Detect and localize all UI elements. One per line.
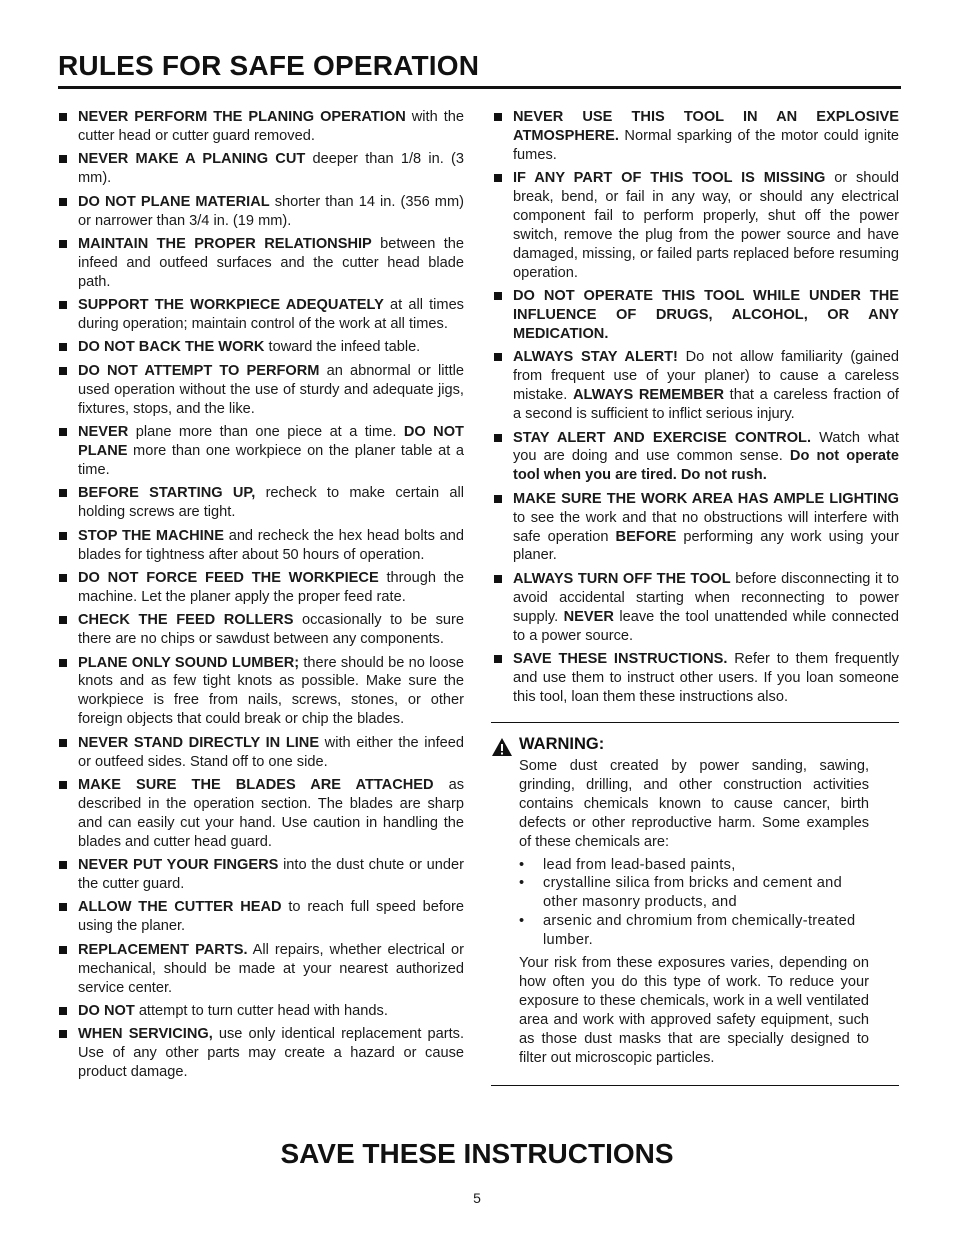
warning-box (491, 722, 899, 1086)
rule-text: before disconnecting it to avoid accidental starting when reconnecting to power supply. (513, 570, 900, 625)
rule-text: Refer to them frequently and use them to instruct other users. If you loan someone this tool, loan them these instructions also. (513, 650, 899, 705)
rule-text: shorter than 14 in. (356 mm) or narrower than 3/4 in. (19 mm). (78, 193, 464, 229)
rule-item (58, 527, 464, 565)
square-bullet-icon (494, 174, 502, 182)
rule-text: with the cutter head or cutter guard removed. (78, 109, 464, 144)
rule-item (58, 611, 464, 649)
square-bullet-icon (494, 292, 502, 300)
rule-emphasis: NEVER (78, 424, 129, 441)
bullet-dot-icon: • (519, 913, 525, 930)
square-bullet-icon (59, 861, 67, 869)
rule-item (58, 856, 464, 894)
square-bullet-icon (59, 946, 67, 954)
rule-emphasis: DO NOT (78, 1002, 135, 1019)
rule-text: occasionally to be sure there are no chips or sawdust between any components. (78, 612, 464, 648)
square-bullet-icon (59, 113, 67, 121)
rule-emphasis: DO NOT FORCE FEED THE WORKPIECE (78, 569, 379, 586)
rule-text: attempt to turn cutter head with hands. (134, 1002, 388, 1019)
rule-emphasis: MAKE SURE THE WORK AREA HAS AMPLE LIGHTING (513, 490, 899, 507)
rule-emphasis: IF ANY PART OF THIS TOOL IS MISSING (513, 170, 826, 187)
warning-outro: Your risk from these exposures varies, depending on how often you do this type of work. To reduce your exposure to these chemicals, work in a well ventilated area and work with approved safety equipment, such as those dust masks that are specially designed to filter out microscopic particles. (519, 955, 869, 1066)
rule-item (493, 287, 899, 344)
square-bullet-icon (59, 240, 67, 248)
rule-item (58, 569, 464, 607)
square-bullet-icon (59, 532, 67, 540)
warning-chemicals-list (519, 856, 869, 951)
rule-item (58, 941, 464, 998)
rule-emphasis: Do not operate tool when you are tired. Do not rush. (513, 448, 899, 484)
rule-text: to reach full speed before using the planer. (78, 899, 464, 935)
square-bullet-icon (494, 495, 502, 503)
rule-item (58, 1002, 464, 1021)
rule-item (493, 108, 899, 165)
square-bullet-icon (59, 903, 67, 911)
rule-text: plane more than one piece at a time. (128, 424, 404, 441)
rule-emphasis: REPLACEMENT PARTS. (78, 941, 248, 958)
rule-emphasis: MAINTAIN THE PROPER RELATIONSHIP (78, 235, 372, 252)
rule-text: leave the tool unattended while connected to a power source. (513, 608, 899, 644)
rule-emphasis: STOP THE MACHINE (78, 527, 224, 544)
square-bullet-icon (59, 343, 67, 351)
rule-emphasis: ALWAYS TURN OFF THE TOOL (513, 570, 731, 587)
rule-item (493, 429, 899, 486)
rule-text: or should break, bend, or fail in any way, or should any electrical component fail to perform properly, shut off the power switch, remove the plug from the power source and have damaged, missing, or failed parts replaced before resuming operation. (513, 170, 899, 281)
rule-item (58, 193, 464, 231)
rule-text: recheck to make certain all holding screws are tight. (78, 485, 464, 521)
square-bullet-icon (494, 575, 502, 583)
rule-item (58, 338, 464, 357)
warning-body (519, 757, 869, 1068)
rule-item (493, 490, 899, 566)
square-bullet-icon (59, 781, 67, 789)
square-bullet-icon (494, 655, 502, 663)
rule-emphasis: BEFORE (615, 528, 677, 545)
rule-text: into the dust chute or under the cutter guard. (78, 857, 464, 893)
rule-text: through the machine. Let the planer apply the proper feed rate. (78, 569, 464, 605)
rule-item (58, 776, 464, 852)
rule-text: there should be no loose knots and as few tight knots as possible. Make sure the workpiece is free from nails, screws, stones, or other foreign objects that could break or chip the blades. (78, 654, 464, 728)
rule-emphasis: NEVER USE THIS TOOL IN AN EXPLOSIVE ATMOSPHERE. (513, 109, 899, 144)
rule-text: toward the infeed table. (264, 339, 421, 356)
square-bullet-icon (59, 367, 67, 375)
warning-title: WARNING: (519, 735, 605, 753)
rule-item (58, 235, 464, 292)
rule-emphasis: CHECK THE FEED ROLLERS (78, 612, 294, 629)
page-number: 5 (473, 1190, 481, 1206)
square-bullet-icon (494, 113, 502, 121)
warning-list-item (519, 874, 869, 912)
warning-list-item (519, 912, 869, 950)
rule-item (58, 898, 464, 936)
square-bullet-icon (59, 301, 67, 309)
rule-item (58, 150, 464, 188)
rule-emphasis: SUPPORT THE WORKPIECE ADEQUATELY (78, 297, 384, 314)
square-bullet-icon (59, 574, 67, 582)
square-bullet-icon (59, 1007, 67, 1015)
rule-item (58, 484, 464, 522)
rule-emphasis: ALWAYS STAY ALERT! (513, 349, 678, 366)
rule-item (58, 734, 464, 772)
rule-text: that a careless fraction of a second is sufficient to inflict serious injury. (513, 387, 899, 423)
warning-list-item (519, 856, 869, 875)
rule-text: more than one workpiece on the planer table at a time. (78, 443, 464, 478)
rule-item (58, 654, 464, 730)
rule-item (58, 296, 464, 334)
rule-emphasis: NEVER PUT YOUR FINGERS (78, 857, 279, 874)
warning-list-text: lead from lead-based paints, (543, 856, 736, 873)
rule-emphasis: BEFORE STARTING UP, (78, 485, 256, 502)
rule-emphasis: DO NOT PLANE (78, 424, 464, 459)
rule-emphasis: ALWAYS REMEMBER (572, 387, 725, 404)
right-column (493, 108, 899, 711)
rule-emphasis: SAVE THESE INSTRUCTIONS. (513, 650, 728, 667)
square-bullet-icon (59, 739, 67, 747)
left-column (58, 108, 464, 1087)
warning-list-text: crystalline silica from bricks and cement and other masonry products, and (543, 875, 842, 911)
square-bullet-icon (59, 616, 67, 624)
rule-item (493, 169, 899, 282)
rule-text: Watch what you are doing and use common sense. (513, 429, 899, 465)
rule-item (493, 348, 899, 424)
rule-emphasis: DO NOT OPERATE THIS TOOL WHILE UNDER THE INFLUENCE OF DRUGS, ALCOHOL, OR ANY MEDICATION. (513, 288, 899, 342)
right-rules-list (493, 108, 899, 707)
rule-emphasis: ALLOW THE CUTTER HEAD (78, 899, 282, 916)
rule-item (58, 423, 464, 480)
bullet-dot-icon: • (519, 875, 525, 892)
rule-text: Do not allow familiarity (gained from frequent use of your planer) to cause a careless mistake. (513, 349, 900, 404)
square-bullet-icon (494, 434, 502, 442)
rule-emphasis: NEVER PERFORM THE PLANING OPERATION (78, 109, 406, 125)
rule-text: use only identical replacement parts. Use of any other parts may create a hazard or cause product damage. (78, 1026, 464, 1081)
rule-text: performing any work using your planer. (513, 528, 899, 564)
rule-emphasis: DO NOT BACK THE WORK (78, 339, 265, 356)
rule-item (493, 570, 899, 646)
square-bullet-icon (59, 489, 67, 497)
rule-emphasis: STAY ALERT AND EXERCISE CONTROL. (513, 429, 812, 446)
rule-emphasis: NEVER STAND DIRECTLY IN LINE (78, 734, 320, 751)
rule-text: with either the infeed or outfeed sides. Stand off to one side. (78, 734, 464, 770)
left-rules-list (58, 108, 464, 1082)
rule-text: deeper than 1/8 in. (3 mm). (78, 151, 465, 187)
rule-emphasis: PLANE ONLY SOUND LUMBER; (78, 654, 300, 671)
square-bullet-icon (59, 1030, 67, 1038)
square-bullet-icon (59, 428, 67, 436)
rule-text: Normal sparking of the motor could ignite fumes. (513, 127, 899, 163)
rule-item (58, 108, 464, 146)
rule-text: between the infeed and outfeed surfaces and the cutter head blade path. (78, 235, 464, 290)
rule-emphasis: WHEN SERVICING, (78, 1026, 213, 1043)
rule-item (58, 1025, 464, 1082)
rule-text: at all times during operation; maintain control of the work at all times. (78, 297, 464, 333)
rule-text: All repairs, whether electrical or mechanical, should be made at your nearest authorized service center. (78, 941, 464, 996)
square-bullet-icon (59, 659, 67, 667)
rule-item (58, 362, 464, 419)
rule-emphasis: DO NOT PLANE MATERIAL (78, 193, 270, 210)
warning-triangle-icon (491, 737, 513, 757)
title-rule (58, 86, 901, 89)
rule-text: as described in the operation section. The blades are sharp and can easily cut your hand. Use caution in handling the blades and cutter head guard. (78, 777, 465, 850)
square-bullet-icon (59, 155, 67, 163)
rule-text: an abnormal or little used operation without the use of sturdy and adequate jigs, fixtures, stops, and the like. (78, 362, 464, 417)
rule-text: to see the work and that no obstructions will interfere with safe operation (513, 509, 899, 545)
rule-emphasis: MAKE SURE THE BLADES ARE ATTACHED (78, 777, 434, 793)
square-bullet-icon (494, 353, 502, 361)
page-title: RULES FOR SAFE OPERATION (58, 50, 480, 81)
save-instructions-title: SAVE THESE INSTRUCTIONS (280, 1138, 674, 1169)
rule-text: and recheck the hex head bolts and blades for tightness after about 50 hours of operation. (78, 527, 464, 563)
warning-intro: Some dust created by power sanding, sawing, grinding, drilling, and other construction activities contains chemicals known to cause cancer, birth defects or other reproductive harm. Some examples of these chemicals are: (519, 758, 869, 850)
rule-emphasis: NEVER MAKE A PLANING CUT (78, 151, 306, 168)
square-bullet-icon (59, 198, 67, 206)
rule-emphasis: NEVER (563, 608, 614, 625)
warning-list-text: arsenic and chromium from chemically-treated lumber. (543, 913, 856, 949)
rule-emphasis: DO NOT ATTEMPT TO PERFORM (78, 362, 320, 379)
rule-item (493, 650, 899, 707)
bullet-dot-icon: • (519, 856, 525, 873)
